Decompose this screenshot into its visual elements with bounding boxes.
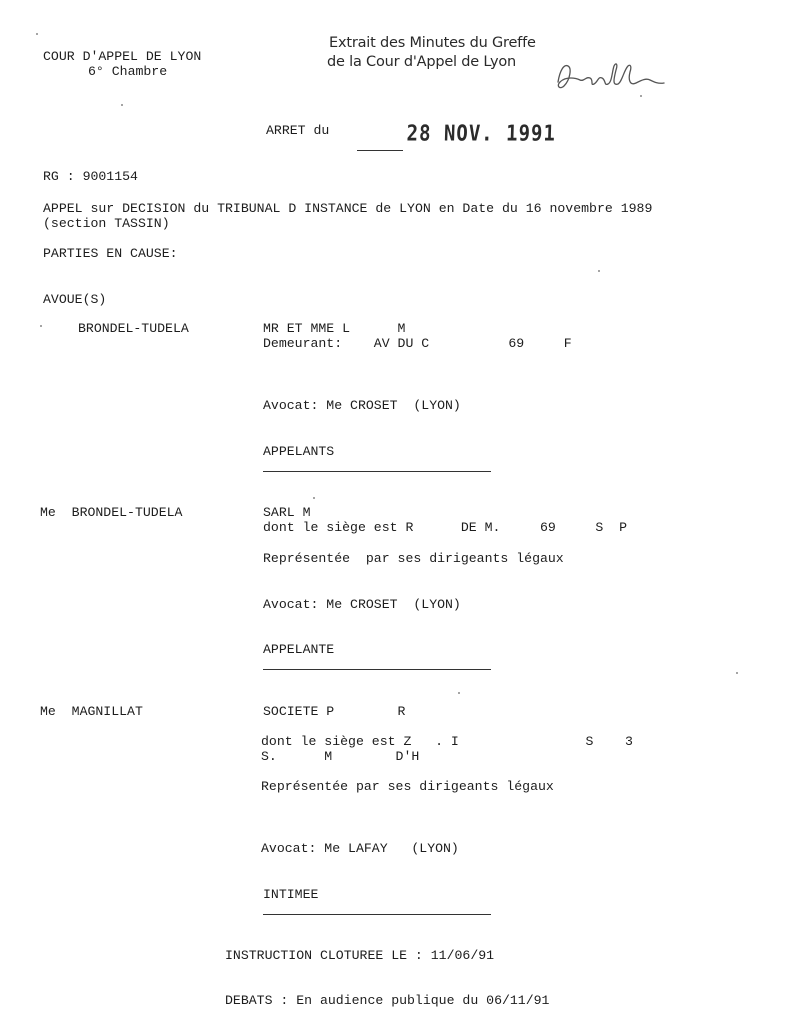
party1-address: Demeurant: AV DU C 69 F <box>263 336 572 351</box>
party3-address1: dont le siège est Z . I S 3 <box>261 734 633 749</box>
party2-name: SARL M <box>263 505 311 520</box>
debats-line: DEBATS : En audience publique du 06/11/91 <box>225 993 550 1008</box>
appel-line2: (section TASSIN) <box>43 216 170 231</box>
party2-role: APPELANTE <box>263 642 335 657</box>
party3-address2: S. M D'H <box>261 749 420 764</box>
party3-name: SOCIETE P R <box>263 704 406 719</box>
party2-address: dont le siège est R DE M. 69 S P <box>263 520 628 535</box>
party3-role-rule <box>263 914 491 915</box>
party1-role: APPELANTS <box>263 444 335 459</box>
scan-speck <box>313 497 315 499</box>
parties-label: PARTIES EN CAUSE: <box>43 246 178 261</box>
appel-line1: APPEL sur DECISION du TRIBUNAL D INSTANCE de LYON en Date du 16 novembre 1989 <box>43 201 653 216</box>
scan-speck <box>598 270 600 272</box>
party2-role-rule <box>263 669 491 670</box>
scan-speck <box>36 33 38 35</box>
greffe-stamp-line1: Extrait des Minutes du Greffe <box>329 35 536 51</box>
party3-role: INTIMEE <box>263 887 319 902</box>
party2-avoue: Me BRONDEL-TUDELA <box>40 505 183 520</box>
party3-avoue: Me MAGNILLAT <box>40 704 143 719</box>
chamber-name: 6° Chambre <box>88 64 168 79</box>
party3-avocat: Avocat: Me LAFAY (LYON) <box>261 841 459 856</box>
rg-number: RG : 9001154 <box>43 169 138 184</box>
arret-date-underline <box>357 150 403 151</box>
scan-speck <box>458 692 460 694</box>
scan-speck <box>40 325 42 327</box>
party2-represented: Représentée par ses dirigeants légaux <box>263 551 564 566</box>
party1-role-rule <box>263 471 491 472</box>
instruction-cloturee: INSTRUCTION CLOTUREE LE : 11/06/91 <box>225 948 495 963</box>
party1-name: MR ET MME L M <box>263 321 406 336</box>
arret-label: ARRET du <box>266 123 330 138</box>
greffe-stamp-line2: de la Cour d'Appel de Lyon <box>327 54 517 70</box>
avoue-label: AVOUE(S) <box>43 292 107 307</box>
party1-avoue: BRONDEL-TUDELA <box>78 321 189 336</box>
court-name: COUR D'APPEL DE LYON <box>43 49 202 64</box>
party2-avocat: Avocat: Me CROSET (LYON) <box>263 597 461 612</box>
arret-date-stamp: 28 NOV. 1991 <box>406 121 557 147</box>
party3-represented: Représentée par ses dirigeants légaux <box>261 779 554 794</box>
scan-speck <box>121 104 123 106</box>
handwritten-signature <box>550 56 680 96</box>
scan-speck <box>640 95 642 97</box>
scan-speck <box>736 672 738 674</box>
party1-avocat: Avocat: Me CROSET (LYON) <box>263 398 461 413</box>
